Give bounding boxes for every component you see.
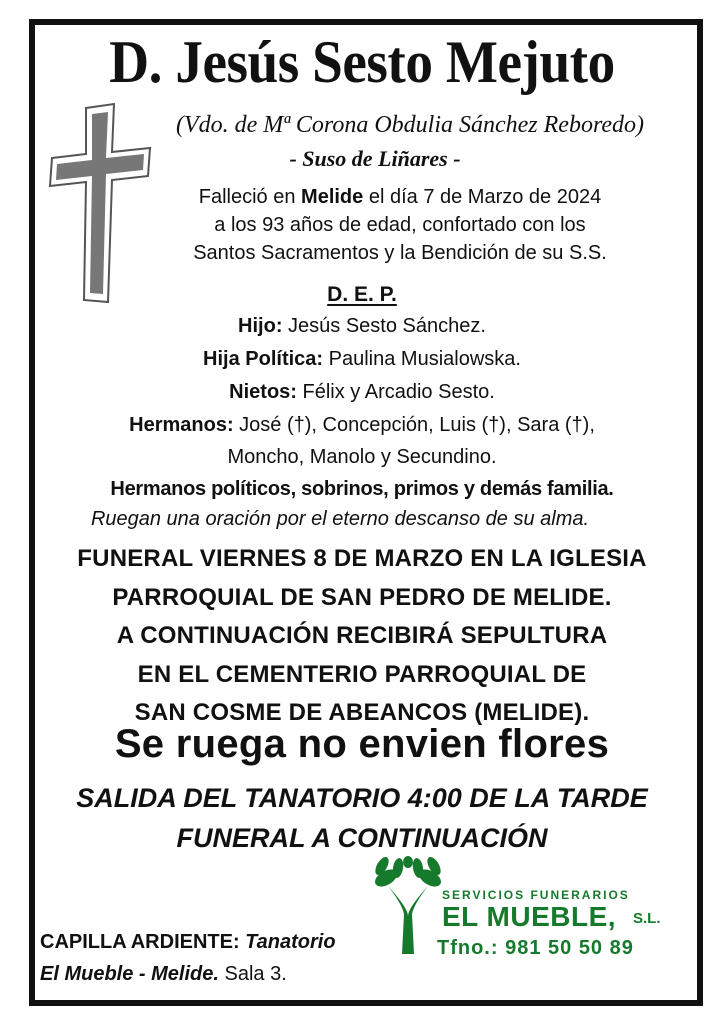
chapel-value: Tanatorio [239,931,336,953]
chapel-room: Sala 3. [218,963,287,985]
grandchildren-label: Nietos: [229,381,297,403]
logo-tagline: SERVICIOS FUNERARIOS [442,888,630,902]
grandchildren-value: Félix y Arcadio Sesto. [296,381,495,403]
daughter-in-law-label: Hija Política: [203,348,324,370]
funeral-line: SAN COSME DE ABEANCOS (MELIDE). [134,699,590,726]
prayer-request: Ruegan una oración por el eterno descanso de su alma. [90,508,590,530]
cross-icon [46,102,156,307]
departure-info [0,778,724,858]
family-siblings-line-2: Moncho, Manolo y Secundino. [227,446,497,468]
widow-line: (Vdo. de Mª Corona Obdulia Sánchez Reboredo) [175,112,645,138]
funeral-details [0,540,724,733]
daughter-in-law-value: Paulina Musialowska. [323,348,521,370]
chapel-label: CAPILLA ARDIENTE: [40,931,240,953]
family-grandchildren [0,381,724,404]
departure-line-2: FUNERAL A CONTINUACIÓN [176,823,548,853]
tree-logo-icon [368,856,448,966]
funeral-line: FUNERAL VIERNES 8 DE MARZO EN LA IGLESIA [77,545,647,572]
family-son [0,315,724,338]
funeral-line: EN EL CEMENTERIO PARROQUIAL DE [137,660,587,688]
logo-phone: Tfno.: 981 50 50 89 [437,937,634,959]
son-value: Jesús Sesto Sánchez. [282,315,486,337]
family-siblings [0,414,724,437]
siblings-value: José (†), Concepción, Luis (†), Sara (†), [233,414,595,436]
other-relatives: Hermanos políticos, sobrinos, primos y demás familia. [110,478,614,500]
departure-line-1: SALIDA DEL TANATORIO 4:00 DE LA TARDE [76,783,648,813]
deceased-name: D. Jesús Sesto Mejuto [109,29,615,95]
nickname: - Suso de Liñares - [289,146,461,171]
funeral-line: A CONTINUACIÓN RECIBIRÁ SEPULTURA [116,622,608,649]
no-flowers-request: Se ruega no envien flores [114,722,610,766]
dep-heading [0,283,724,307]
son-label: Hijo: [238,315,283,337]
logo-suffix: S.L. [633,910,661,927]
death-line-2: a los 93 años de edad, confortado con los [214,214,586,236]
death-line-3: Santos Sacramentos y la Bendición de su S.S. [193,242,607,264]
death-date: el día 7 de Marzo de 2024 [363,186,602,208]
death-prefix: Falleció en [198,186,302,208]
chapel-info [40,926,336,990]
chapel-location: El Mueble - Melide. [40,963,219,985]
dep-text: D. E. P. [327,283,397,306]
family-daughter-in-law [0,348,724,371]
siblings-label: Hermanos: [129,414,234,436]
death-details [150,183,650,267]
funeral-line: PARROQUIAL DE SAN PEDRO DE MELIDE. [112,583,612,611]
logo-name: EL MUEBLE, [442,901,617,932]
death-place: Melide [301,186,364,208]
